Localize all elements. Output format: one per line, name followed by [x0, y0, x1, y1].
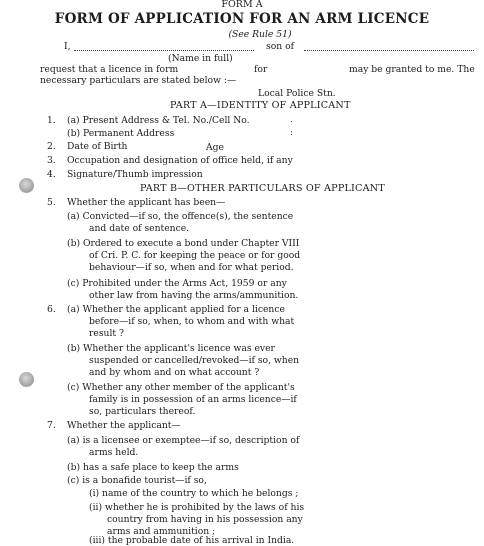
part-b-heading: PART B—OTHER PARTICULARS OF APPLICANT	[140, 183, 385, 194]
rule-reference: (See Rule 51)	[228, 29, 292, 40]
request-granted: may be granted to me. The	[349, 64, 475, 75]
q7c-text: (c) is a bonafide tourist—if so,	[67, 475, 207, 486]
q6c-line-3: so, particulars thereof.	[89, 406, 196, 417]
q7c-ii-line-2: country from having in his possession any	[107, 514, 303, 525]
q5c-line-2: other law from having the arms/ammunition.	[89, 290, 299, 301]
form-number: FORM A	[221, 0, 263, 10]
part-a-item-3: Occupation and designation of office held, if any	[67, 155, 293, 166]
part-a-item-4: Signature/Thumb impression	[67, 169, 203, 180]
q5a-line-2: and date of sentence.	[89, 223, 190, 234]
q6a-line-2: before—if so, when, to whom and with what	[89, 316, 295, 327]
q7a-line-1: (a) is a licensee or exemptee—if so, description of	[67, 435, 300, 446]
q5b-line-1: (b) Ordered to execute a bond under Chapter VIII	[67, 238, 300, 249]
q6b-line-2: suspended or cancelled/revoked—if so, when	[89, 355, 300, 366]
q6c-line-1: (c) Whether any other member of the applicant's	[67, 382, 295, 393]
father-name-line[interactable]	[304, 50, 474, 51]
q7b-text: (b) has a safe place to keep the arms	[67, 462, 239, 473]
q6a-line-1: (a) Whether the applicant applied for a licence	[67, 304, 285, 315]
q6b-line-1: (b) Whether the applicant's licence was ever	[67, 343, 275, 354]
form-title: FORM OF APPLICATION FOR AN ARM LICENCE	[54, 11, 430, 27]
part-a-item-2: Date of Birth	[67, 141, 128, 152]
part-a-item-1b: (b) Permanent Address	[67, 128, 175, 139]
q7-text: Whether the applicant—	[67, 420, 181, 431]
q5-text: Whether the applicant has been—	[67, 197, 226, 208]
son-of-label: son of	[266, 41, 295, 52]
q5-number: 5.	[47, 197, 56, 208]
age-label: Age	[206, 142, 224, 153]
q5b-line-2: of Cri. P. C. for keeping the peace or for good	[89, 250, 301, 261]
colon-mark: :	[290, 128, 293, 138]
colon-mark: .	[290, 115, 293, 125]
part-a-item-num-2: 2.	[47, 141, 56, 152]
part-a-item-num-4: 4.	[47, 169, 56, 180]
necessary-particulars: necessary particulars are stated below :—	[40, 75, 237, 86]
part-a-heading: PART A—IDENTITY OF APPLICANT	[170, 100, 351, 111]
q5a-line-1: (a) Convicted—if so, the offence(s), the sentence	[67, 211, 294, 222]
part-a-item-num-1: 1.	[47, 115, 56, 126]
q5b-line-3: behaviour—if so, when and for what period.	[89, 262, 294, 273]
part-a-item-1a: (a) Present Address & Tel. No./Cell No.	[67, 115, 250, 126]
q7a-line-2: arms held.	[89, 447, 139, 458]
q7c-ii-line-3: arms and ammunition ;	[107, 526, 216, 537]
name-line[interactable]	[74, 50, 254, 51]
i-label: I,	[64, 41, 71, 52]
q7c-iii: (iii) the probable date of his arrival in India.	[89, 535, 295, 546]
q6b-line-3: and by whom and on what account ?	[89, 367, 260, 378]
request-text: request that a licence in form	[40, 64, 179, 75]
q6a-line-3: result ?	[89, 328, 124, 339]
q7c-i: (i) name of the country to which he belongs ;	[89, 488, 299, 499]
punch-hole-bottom	[19, 372, 34, 387]
q7-number: 7.	[47, 420, 56, 431]
local-police-station: Local Police Stn.	[258, 88, 336, 99]
q6c-line-2: family is in possession of an arms licence—if	[89, 394, 297, 405]
name-in-full-caption: (Name in full)	[168, 53, 233, 64]
request-for: for	[254, 64, 268, 75]
q7c-ii-line-1: (ii) whether he is prohibited by the laws of his	[89, 502, 305, 513]
q5c-line-1: (c) Prohibited under the Arms Act, 1959 or any	[67, 278, 287, 289]
q6-number: 6.	[47, 304, 56, 315]
part-a-item-num-3: 3.	[47, 155, 56, 166]
punch-hole-top	[19, 178, 34, 193]
